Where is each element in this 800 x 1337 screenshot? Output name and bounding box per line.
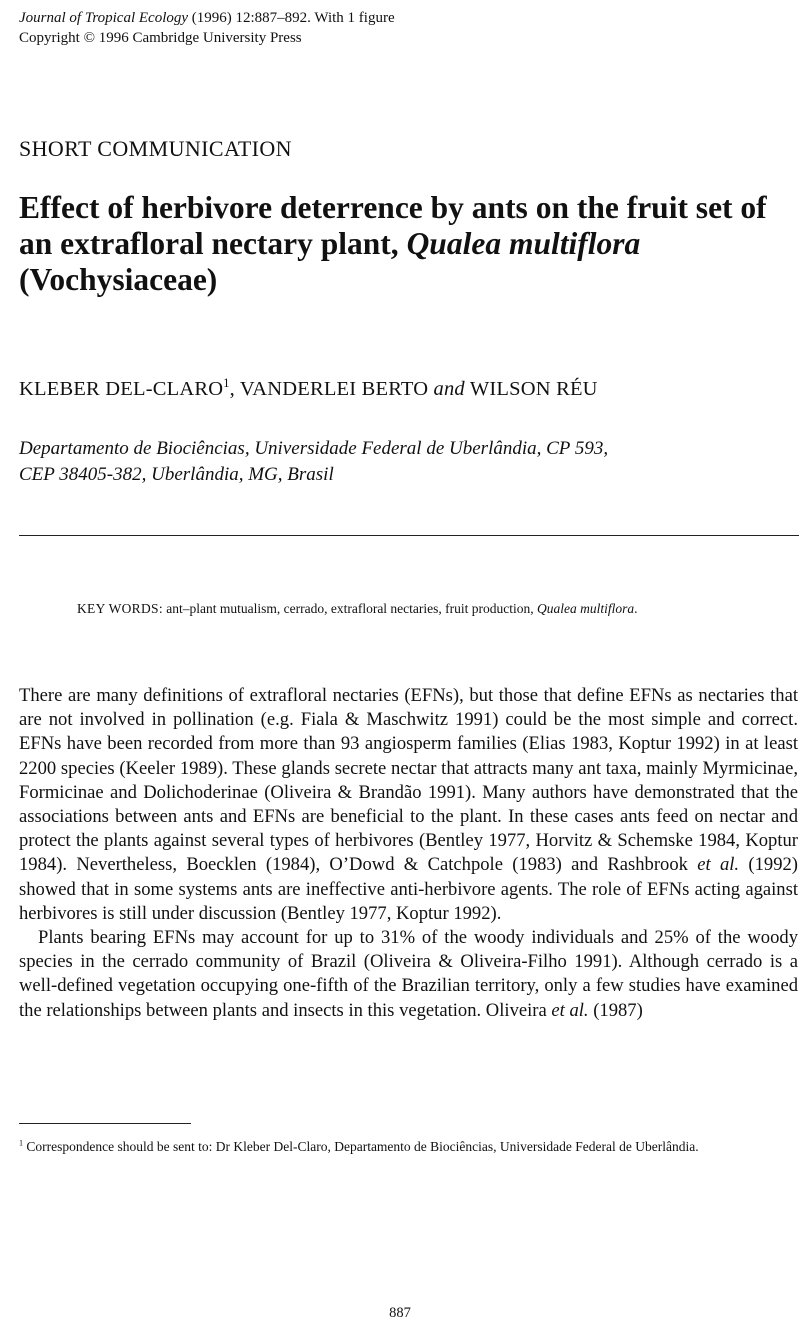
body-text	[19, 684, 798, 1023]
footnote-divider	[19, 1123, 191, 1124]
keywords-label: KEY WORDS:	[77, 601, 163, 616]
keywords-species: Qualea multiflora	[537, 601, 635, 616]
author-second: , VANDERLEI BERTO	[229, 378, 434, 400]
p1-text-b: (1992) showed that in some systems ants are ineffective anti-herbivore agents. The role of EFNs acting against herbivores is still under discussion (Bentley 1977, Koptur 1992).	[19, 854, 798, 924]
journal-citation	[19, 8, 395, 28]
p2-text-b: (1987)	[588, 999, 643, 1021]
p2-etal: et al.	[551, 999, 589, 1021]
section-label: SHORT COMMUNICATION	[19, 136, 292, 161]
p1-text-a: There are many definitions of extrafloral nectaries (EFNs), but those that define EFNs as nectaries that are not involved in pollination (e.g. Fiala & Maschwitz 1991) could be the most simple and correct. EFNs have been recorded from more than 93 angiosperm families (Elias 1983, Koptur 1992) in at least 2200 species (Keeler 1989). These glands secrete nectar that attracts many ant taxa, mainly Myrmicinae, Formicinae and Dolichoderinae (Oliveira & Brandão 1991). Many authors have demonstrated that the associations between ants and EFNs are beneficial to the plant. In these cases ants feed on nectar and protect the plants against several types of herbivores (Bentley 1977, Horvitz & Schemske 1984, Koptur 1984). Nevertheless, Boecklen (1984), O’Dowd & Catchpole (1983) and Rashbrook	[19, 685, 798, 876]
affiliation	[19, 436, 608, 488]
author-third: WILSON RÉU	[464, 378, 598, 400]
journal-name: Journal of Tropical Ecology	[19, 10, 189, 26]
p2-text-a: Plants bearing EFNs may account for up to 31% of the woody individuals and 25% of the woody species in the cerrado community of Brazil (Oliveira & Oliveira-Filho 1991). Although cerrado is a well-defined vegetation occupying one-fifth of the Brazilian territory, only a few studies have examined the relationships between plants and insects in this vegetation. Oliveira	[19, 927, 798, 1021]
keywords-terms: ant–plant mutualism, cerrado, extrafloral nectaries, fruit production,	[162, 601, 538, 616]
keywords	[77, 600, 777, 618]
affiliation-line-2: CEP 38405-382, Uberlândia, MG, Brasil	[19, 464, 334, 485]
author-conjunction: and	[433, 378, 465, 400]
citation-details: (1996) 12:887–892. With 1 figure	[191, 10, 395, 26]
title-main: Effect of herbivore deterrence by ants on the fruit set of an extrafloral nectary plant,	[19, 190, 767, 261]
title-family: (Vochysiaceae)	[19, 262, 218, 297]
author-footnote-marker: 1	[223, 376, 230, 391]
keywords-end: .	[634, 601, 638, 616]
article-title	[19, 190, 794, 298]
header-divider	[19, 535, 799, 536]
author-list	[19, 378, 598, 401]
affiliation-line-1: Departamento de Biociências, Universidade Federal de Uberlândia, CP 593,	[19, 438, 609, 459]
copyright-notice: Copyright © 1996 Cambridge University Press	[19, 30, 302, 46]
title-species: Qualea multiflora	[406, 226, 641, 261]
page-number: 887	[389, 1305, 411, 1321]
footnote	[19, 1138, 795, 1156]
footnote-marker: 1	[19, 1138, 24, 1148]
paragraph-1	[19, 684, 798, 926]
paragraph-2	[19, 926, 798, 1023]
footnote-text: Correspondence should be sent to: Dr Kleber Del-Claro, Departamento de Biociências, Universidade Federal de Uberlândia.	[23, 1139, 699, 1154]
author-first: KLEBER DEL-CLARO	[19, 378, 224, 400]
p1-etal: et al.	[697, 854, 740, 876]
